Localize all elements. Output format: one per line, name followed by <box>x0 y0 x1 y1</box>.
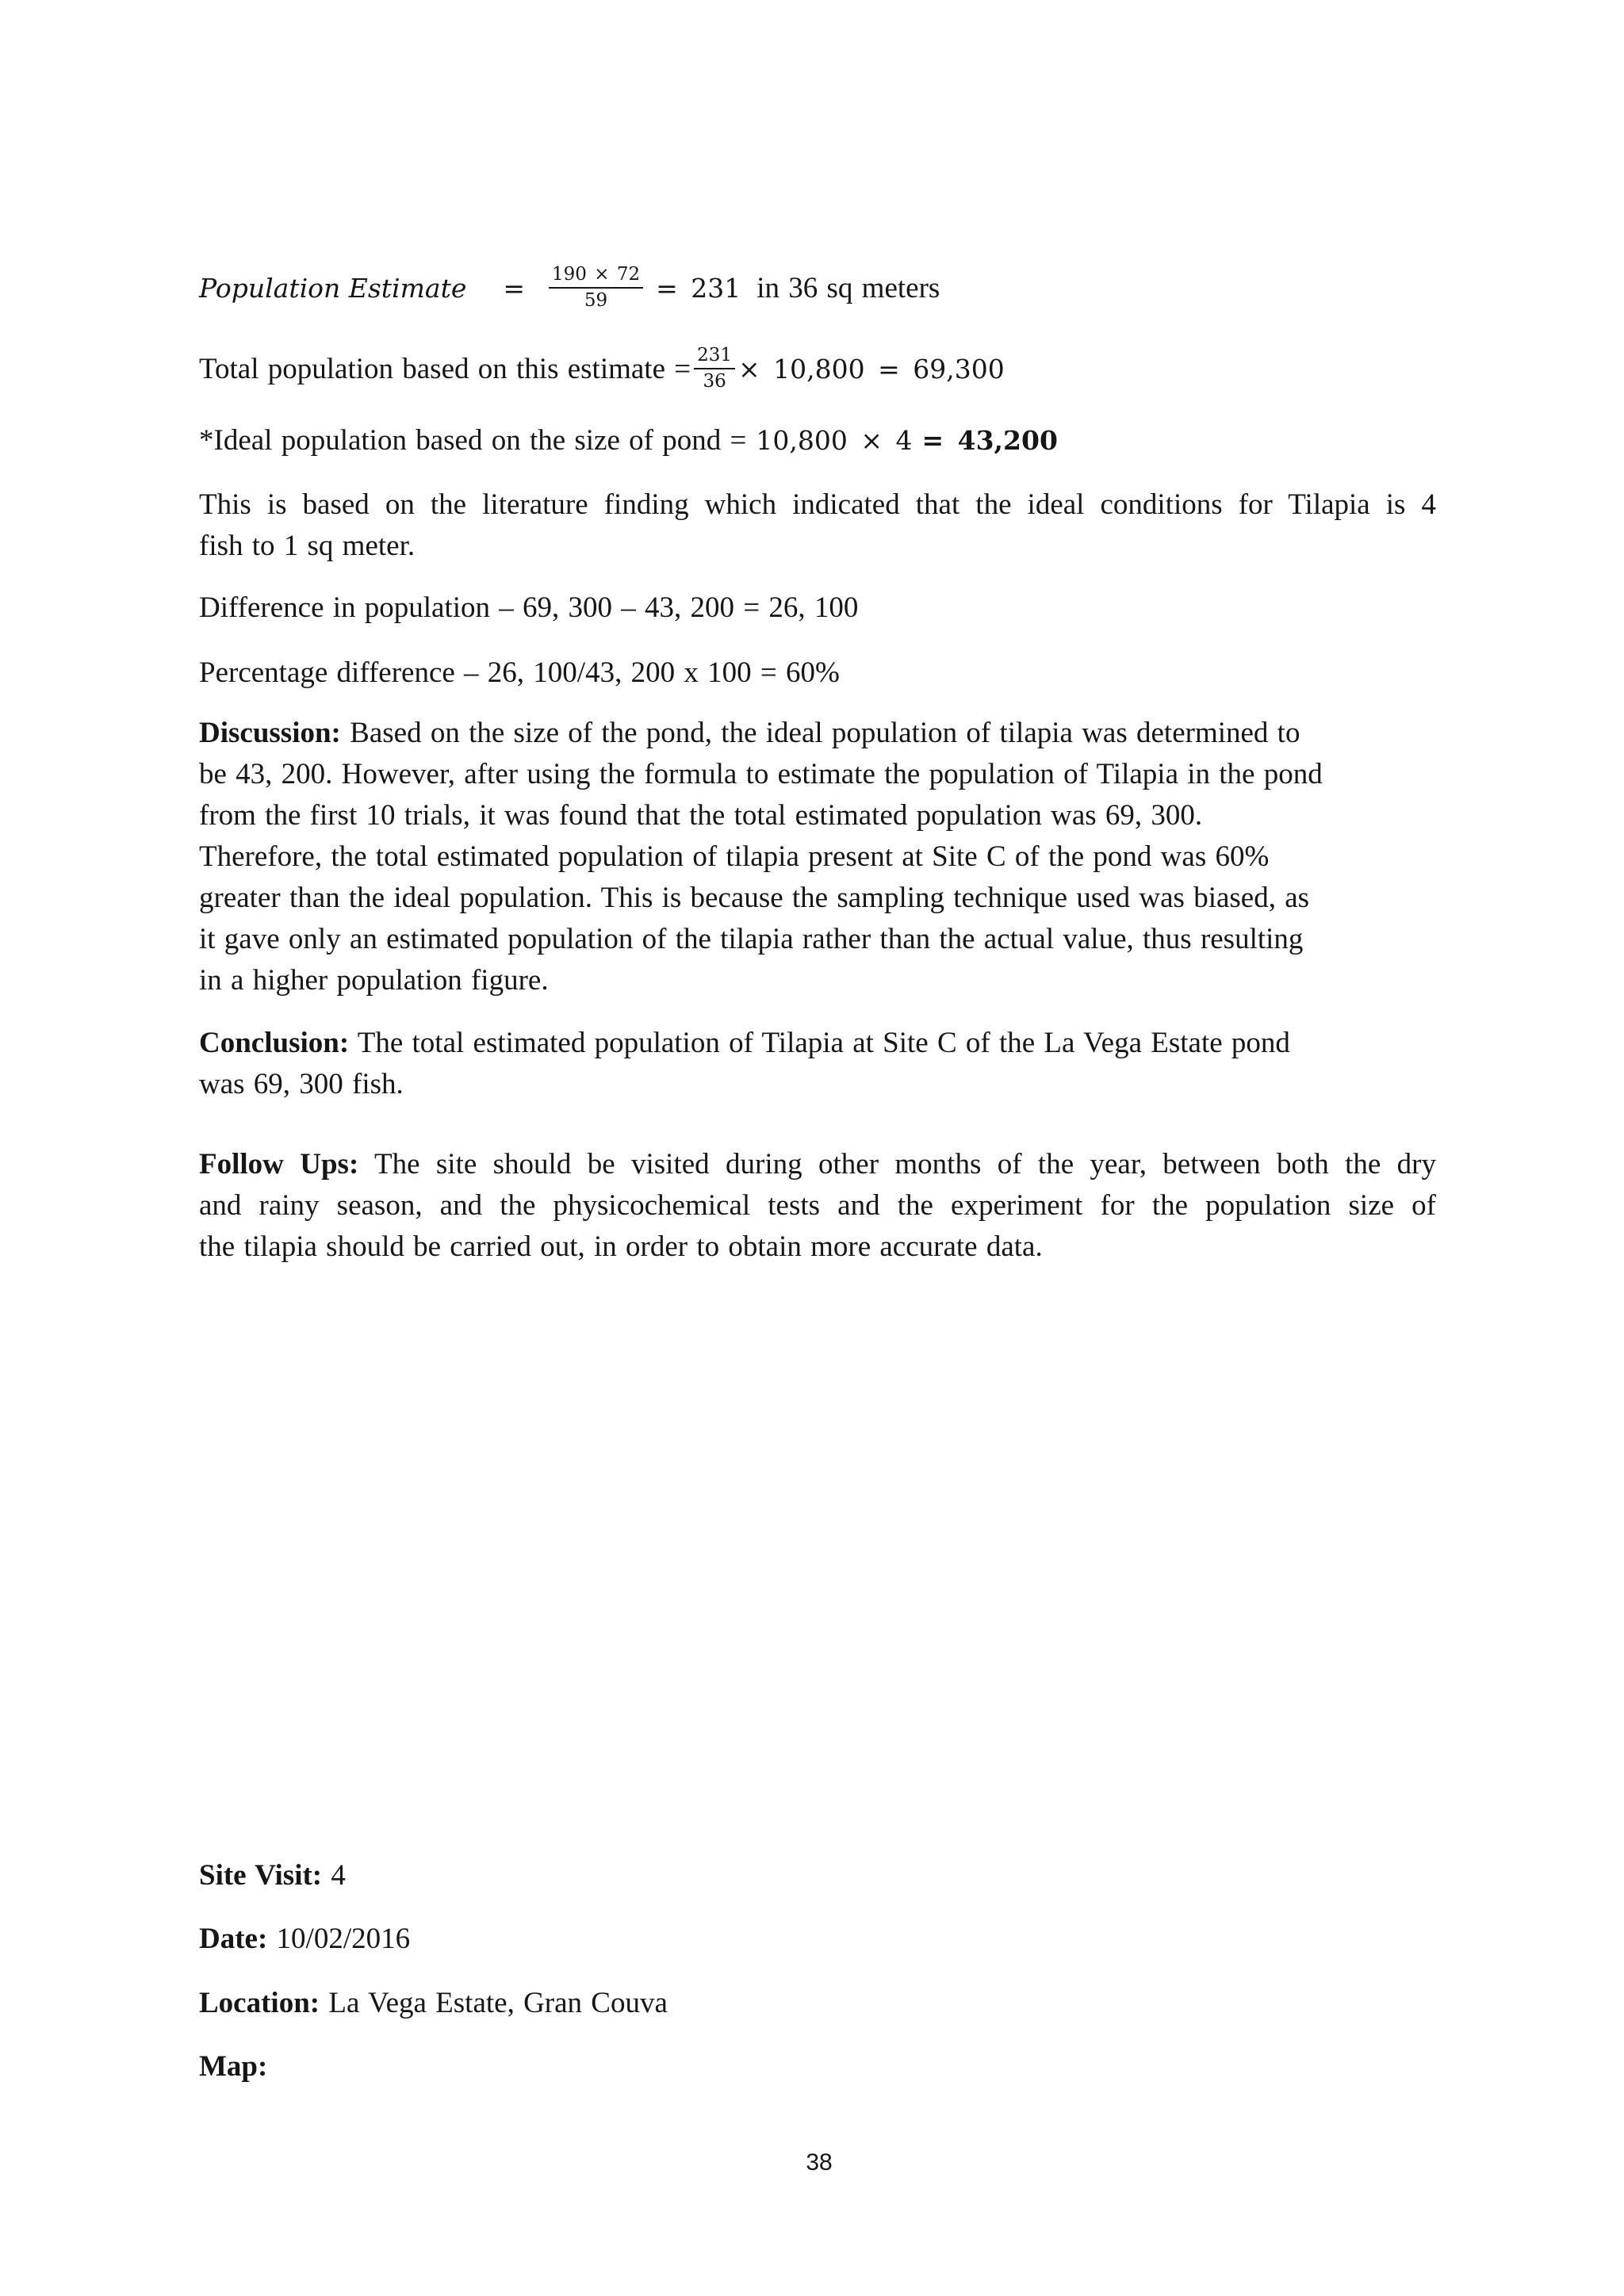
conclusion-label: Conclusion: <box>199 1027 350 1059</box>
formula-equals: = <box>503 272 526 304</box>
follow-ups-paragraph <box>199 1144 1436 1268</box>
paragraph-line: This is based on the literature finding which indicated that the ideal conditions for Tilapia is 4 <box>199 488 1436 521</box>
site-visit-label: Site Visit: <box>199 1859 323 1892</box>
site-visit-row <box>199 1855 1436 1896</box>
site-visit-line <box>199 1855 1436 1896</box>
location-value: La Vega Estate, Gran Couva <box>328 1987 668 2019</box>
fraction-numerator: 231 <box>694 345 735 369</box>
total-population-math: × 10,800 = 69,300 <box>738 353 1005 385</box>
paragraph-line: Therefore, the total estimated population of tilapia present at Site C of the pond was 60% <box>199 840 1270 873</box>
paragraph-line: it gave only an estimated population of the tilapia rather than the actual value, thus resulting <box>199 923 1304 955</box>
fraction-denominator: 59 <box>584 290 608 311</box>
estimate-fraction <box>549 264 643 312</box>
total-fraction <box>694 345 735 392</box>
discussion-paragraph <box>199 713 1436 1001</box>
ideal-population-result: = 43,200 <box>921 424 1058 456</box>
fraction-denominator: 36 <box>703 371 726 392</box>
percentage-line <box>199 652 1436 694</box>
date-label: Date: <box>199 1923 268 1955</box>
follow-ups-label: Follow Ups: <box>199 1148 359 1181</box>
map-row <box>199 2046 1436 2087</box>
ideal-population-text: *Ideal population based on the size of pond = <box>199 423 747 457</box>
paragraph-line: be 43, 200. However, after using the formula to estimate the population of Tilapia in the pond <box>199 758 1323 790</box>
percentage-text: Percentage difference – 26, 100/43, 200 x 100 = 60% <box>199 656 840 689</box>
discussion-text: Based on the size of the pond, the ideal population of tilapia was determined to <box>350 717 1300 749</box>
paragraph-line: in a higher population figure. <box>199 964 549 997</box>
formula-lhs: Population Estimate <box>199 272 467 304</box>
ideal-population-formula <box>199 408 1058 472</box>
date-line <box>199 1919 1436 1960</box>
location-row <box>199 1983 1436 2024</box>
population-estimate-formula <box>199 256 940 320</box>
paragraph-line <box>199 713 1436 754</box>
location-line <box>199 1983 1436 2024</box>
fraction-numerator: 190 × 72 <box>549 264 643 289</box>
difference-text: Difference in population – 69, 300 – 43, 200 = 26, 100 <box>199 591 859 624</box>
formula-result: = 231 <box>656 272 741 304</box>
paragraph-line: the tilapia should be carried out, in order to obtain more accurate data. <box>199 1230 1043 1263</box>
site-visit-value: 4 <box>331 1859 346 1892</box>
map-label: Map: <box>199 2050 268 2083</box>
total-population-formula <box>199 337 1005 400</box>
location-label: Location: <box>199 1987 320 2019</box>
conclusion-paragraph <box>199 1023 1436 1105</box>
page-number: 38 <box>806 2149 833 2175</box>
paragraph-line <box>199 1023 1436 1064</box>
paragraph-line: from the first 10 trials, it was found that the total estimated population was 69, 300. <box>199 799 1203 832</box>
paragraph-line: was 69, 300 fish. <box>199 1068 404 1100</box>
total-population-text: Total population based on this estimate = <box>199 352 691 385</box>
difference-line <box>199 587 1436 629</box>
formula-suffix: in 36 sq meters <box>756 271 940 304</box>
literature-paragraph <box>199 484 1436 567</box>
paragraph-line <box>199 1144 1436 1185</box>
date-value: 10/02/2016 <box>276 1923 411 1955</box>
discussion-label: Discussion: <box>199 717 341 749</box>
follow-ups-text: The site should be visited during other months of the year, between both the dry <box>374 1148 1436 1181</box>
map-line <box>199 2046 1436 2087</box>
date-row <box>199 1919 1436 1960</box>
paragraph-line: fish to 1 sq meter. <box>199 530 416 562</box>
ideal-population-math: 10,800 × 4 <box>756 424 913 456</box>
paragraph-line: and rainy season, and the physicochemical tests and the experiment for the population size of <box>199 1189 1436 1222</box>
conclusion-text: The total estimated population of Tilapia at Site C of the La Vega Estate pond <box>357 1027 1290 1059</box>
paragraph-line: greater than the ideal population. This is because the sampling technique used was biased, as <box>199 882 1310 914</box>
